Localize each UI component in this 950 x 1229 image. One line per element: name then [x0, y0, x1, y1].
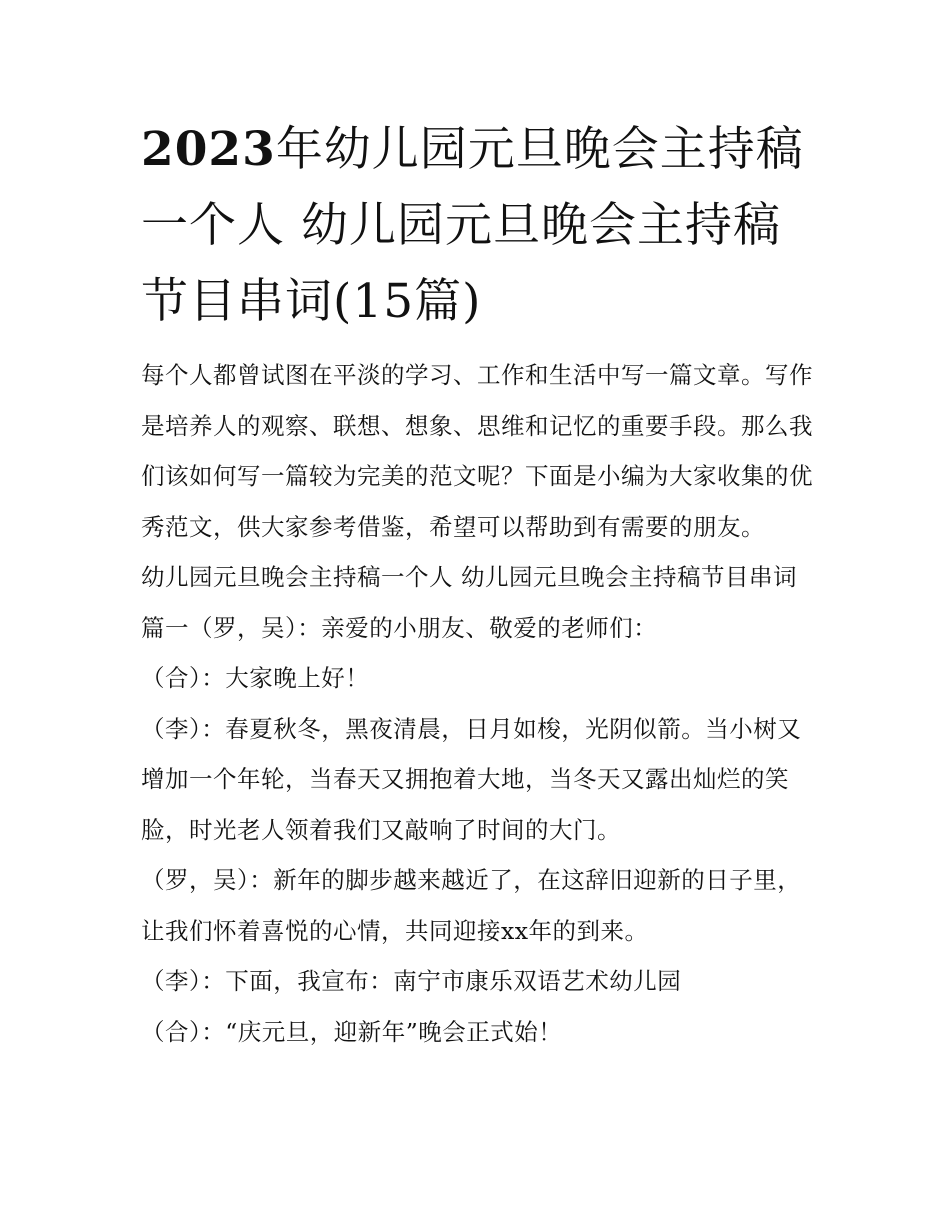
dialogue-line: （李）：春夏秋冬，黑夜清晨，日月如梭，光阴似箭。当小树又增加一个年轮，当春天又拥抱着大地，当冬天又露出灿烂的笑脸，时光老人领着我们又敲响了时间的大门。 — [141, 714, 802, 844]
title-line-1: 2023年幼儿园元旦晚会主持稿 — [141, 122, 804, 177]
document-body — [141, 350, 813, 1057]
title-year: 2023 — [141, 122, 276, 177]
script-heading-paragraph: 幼儿园元旦晚会主持稿一个人 幼儿园元旦晚会主持稿节目串词篇一（罗，吴）：亲爱的小朋友、敬爱的老师们： — [141, 563, 797, 642]
document-page — [141, 112, 813, 1057]
dialogue-line: （合）：“庆元旦，迎新年”晚会正式始！ — [141, 1017, 563, 1046]
title-line-3: 节目串词(15篇) — [141, 274, 482, 329]
dialogue-line: （罗，吴）：新年的脚步越来越近了，在这辞旧迎新的日子里，让我们怀着喜悦的心情，共同迎接xx年的到来。 — [141, 866, 802, 945]
dialogue-line: （李）：下面，我宣布：南宁市康乐双语艺术幼儿园 — [141, 967, 682, 995]
title-line-2: 一个人 幼儿园元旦晚会主持稿 — [141, 198, 781, 253]
dialogue-line: （合）：大家晚上好！ — [141, 664, 370, 692]
intro-paragraph: 每个人都曾试图在平淡的学习、工作和生活中写一篇文章。写作是培养人的观察、联想、想象、思维和记忆的重要手段。那么我们该如何写一篇较为完美的范文呢？下面是小编为大家收集的优秀范文，供大家参考借鉴，希望可以帮助到有需要的朋友。 — [141, 361, 813, 541]
document-title — [141, 112, 813, 340]
